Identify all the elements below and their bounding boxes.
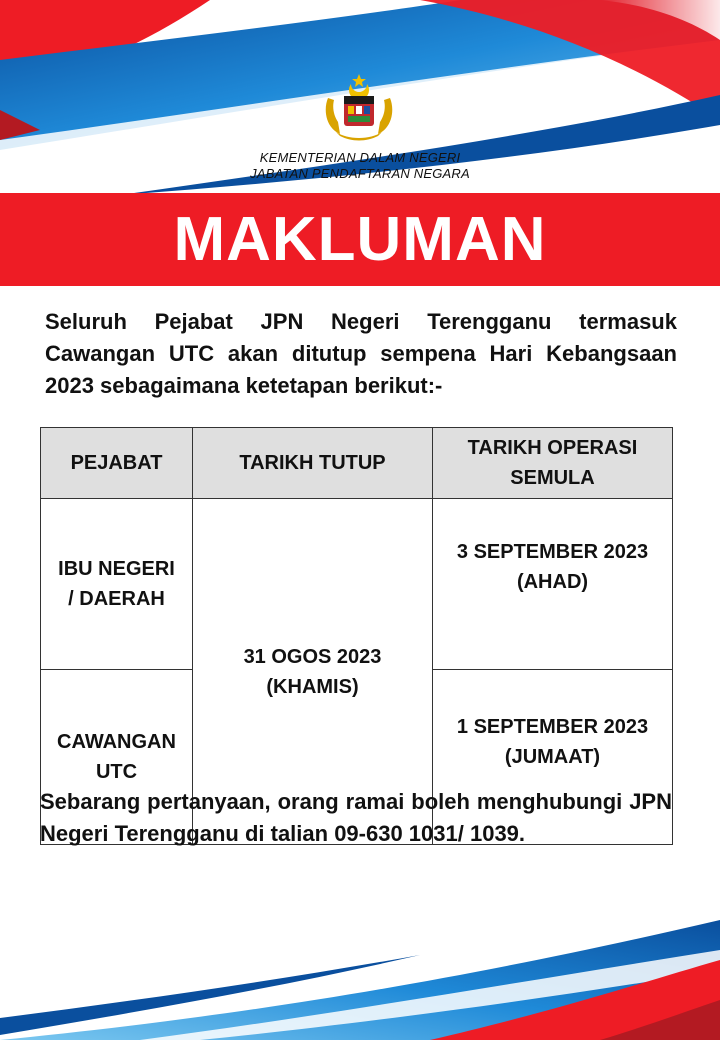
reopen-day: (JUMAAT) — [504, 746, 601, 768]
banner-title: MAKLUMAN — [173, 205, 547, 274]
header-reopen-date: TARIKH OPERASI SEMULA — [433, 428, 673, 499]
closing-day: (KHAMIS) — [266, 675, 359, 698]
header-closing-date: TARIKH TUTUP — [193, 428, 433, 499]
reopen-date-cell — [433, 499, 673, 670]
office-line: CAWANGAN — [57, 731, 176, 753]
table-header-row — [41, 428, 673, 499]
intro-paragraph: Seluruh Pejabat JPN Negeri Terengganu termasuk Cawangan UTC akan ditutup sempena Hari Kebangsaan 2023 sebagaimana ketetapan berikut:- — [45, 309, 677, 398]
malaysia-coat-of-arms-icon — [318, 70, 400, 142]
office-line: IBU NEGERI — [58, 558, 175, 580]
department-name: JABATAN PENDAFTARAN NEGARA — [250, 166, 470, 181]
bottom-decoration — [0, 900, 720, 1040]
header-office: PEJABAT — [41, 428, 193, 499]
contact-paragraph: Sebarang pertanyaan, orang ramai boleh menghubungi JPN Negeri Terengganu di talian 09-630 1031/ 1039. — [40, 789, 672, 846]
office-line: / DAERAH — [68, 588, 165, 610]
office-line: UTC — [95, 761, 138, 783]
closure-schedule-table — [40, 427, 673, 845]
reopen-date: 3 SEPTEMBER 2023 — [456, 541, 649, 563]
reopen-day: (AHAD) — [516, 571, 589, 593]
reopen-date: 1 SEPTEMBER 2023 — [456, 716, 649, 738]
office-cell — [41, 499, 193, 670]
table-row — [41, 499, 673, 670]
title-banner — [0, 193, 720, 286]
ministry-name: KEMENTERIAN DALAM NEGERI — [259, 150, 461, 165]
closing-date: 31 OGOS 2023 — [243, 645, 382, 668]
